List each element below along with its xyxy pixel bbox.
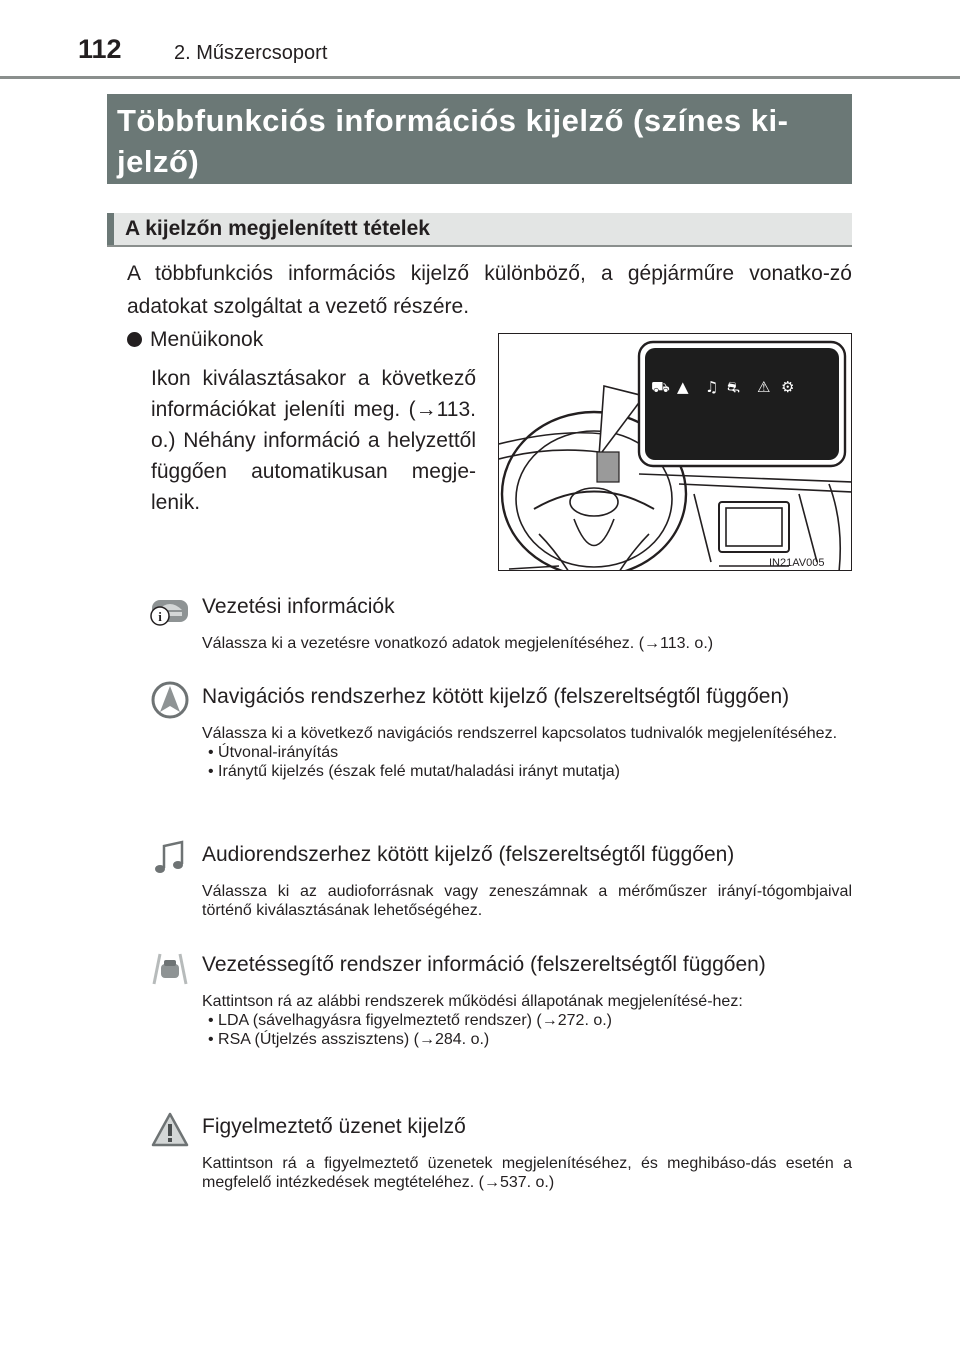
svg-text:▲: ▲ — [677, 378, 689, 396]
menu-icons-bullet — [127, 325, 263, 355]
item-description — [202, 724, 852, 781]
list-bullet: • Útvonal-irányítás — [202, 743, 852, 762]
svg-text:♫: ♫ — [705, 378, 719, 396]
header-divider — [0, 76, 960, 79]
car-info-icon — [150, 590, 190, 630]
svg-text:⛐: ⛐ — [727, 378, 740, 396]
item-heading: Vezetéssegítő rendszer információ (felszereltségtől függően) — [202, 953, 766, 976]
list-bullet: • Iránytű kijelzés (észak felé mutat/haladási irányt mutatja) — [202, 762, 852, 781]
subheading: A kijelzőn megjelenített tételek — [125, 217, 430, 240]
list-bullet: • LDA (sávelhagyásra figyelmeztető rendszer) (→272. o.) — [202, 1011, 852, 1030]
item-description: Válassza ki az audioforrásnak vagy zeneszámnak a mérőműszer irányí-tógombjaival történő kiválasztásának lehetőségéhez. — [202, 883, 852, 919]
subheading-box — [107, 213, 852, 247]
item-heading: Navigációs rendszerhez kötött kijelző (felszereltségtől függően) — [202, 685, 790, 708]
intro-paragraph: A többfunkciós információs kijelző különböző, a gépjárműre vonatko-zó adatokat szolgáltat a vezető részére. — [127, 262, 852, 318]
warning-triangle-icon — [150, 1110, 190, 1150]
driving-assist-icon — [150, 948, 190, 988]
music-note-icon — [150, 838, 190, 878]
navigation-compass-icon — [150, 680, 190, 720]
list-bullet: • RSA (Útjelzés asszisztens) (→284. o.) — [202, 1030, 852, 1049]
bullet-dot-icon — [127, 332, 142, 347]
item-description-text: Kattintson rá az alábbi rendszerek működési állapotának megjelenítésé-hez: — [202, 993, 743, 1010]
chapter-title: 2. Műszercsoport — [174, 42, 328, 64]
item-heading: Audiorendszerhez kötött kijelző (felszereltségtől függően) — [202, 843, 735, 866]
svg-text:⚙: ⚙ — [781, 378, 795, 396]
svg-text:i: i — [158, 609, 162, 624]
dashboard-illustration — [498, 333, 852, 571]
section-title-box — [107, 94, 852, 184]
page-number: 112 — [78, 34, 122, 64]
menu-icons-title: Menüikonok — [150, 328, 264, 351]
menu-icons-description: Ikon kiválasztásakor a következő információkat jeleníti meg. (→113. o.) Néhány információ a helyzettől függően automatikusan megje-lenik. — [151, 367, 476, 514]
section-title: Többfunkciós információs kijelző (színes ki-jelző) — [117, 103, 789, 179]
item-description — [202, 992, 852, 1049]
figure-code: IN21AV005 — [769, 557, 825, 569]
svg-text:⚠: ⚠ — [757, 378, 771, 396]
item-heading: Vezetési információk — [202, 595, 395, 618]
item-description-text: Válassza ki a következő navigációs rendszerrel kapcsolatos tudnivalók megjelenítéséhez. — [202, 725, 838, 742]
dashboard-drawing — [499, 334, 852, 571]
item-description: Válassza ki a vezetésre vonatkozó adatok megjelenítéséhez. (→113. o.) — [202, 635, 714, 652]
item-heading: Figyelmeztető üzenet kijelző — [202, 1115, 466, 1138]
item-description: Kattintson rá a figyelmeztető üzenetek megjelenítéséhez, és meghibáso-dás esetén a megfelelő intézkedések megtételéhez. (→537. o.) — [202, 1155, 852, 1191]
svg-text:⛟: ⛟ — [651, 378, 670, 396]
